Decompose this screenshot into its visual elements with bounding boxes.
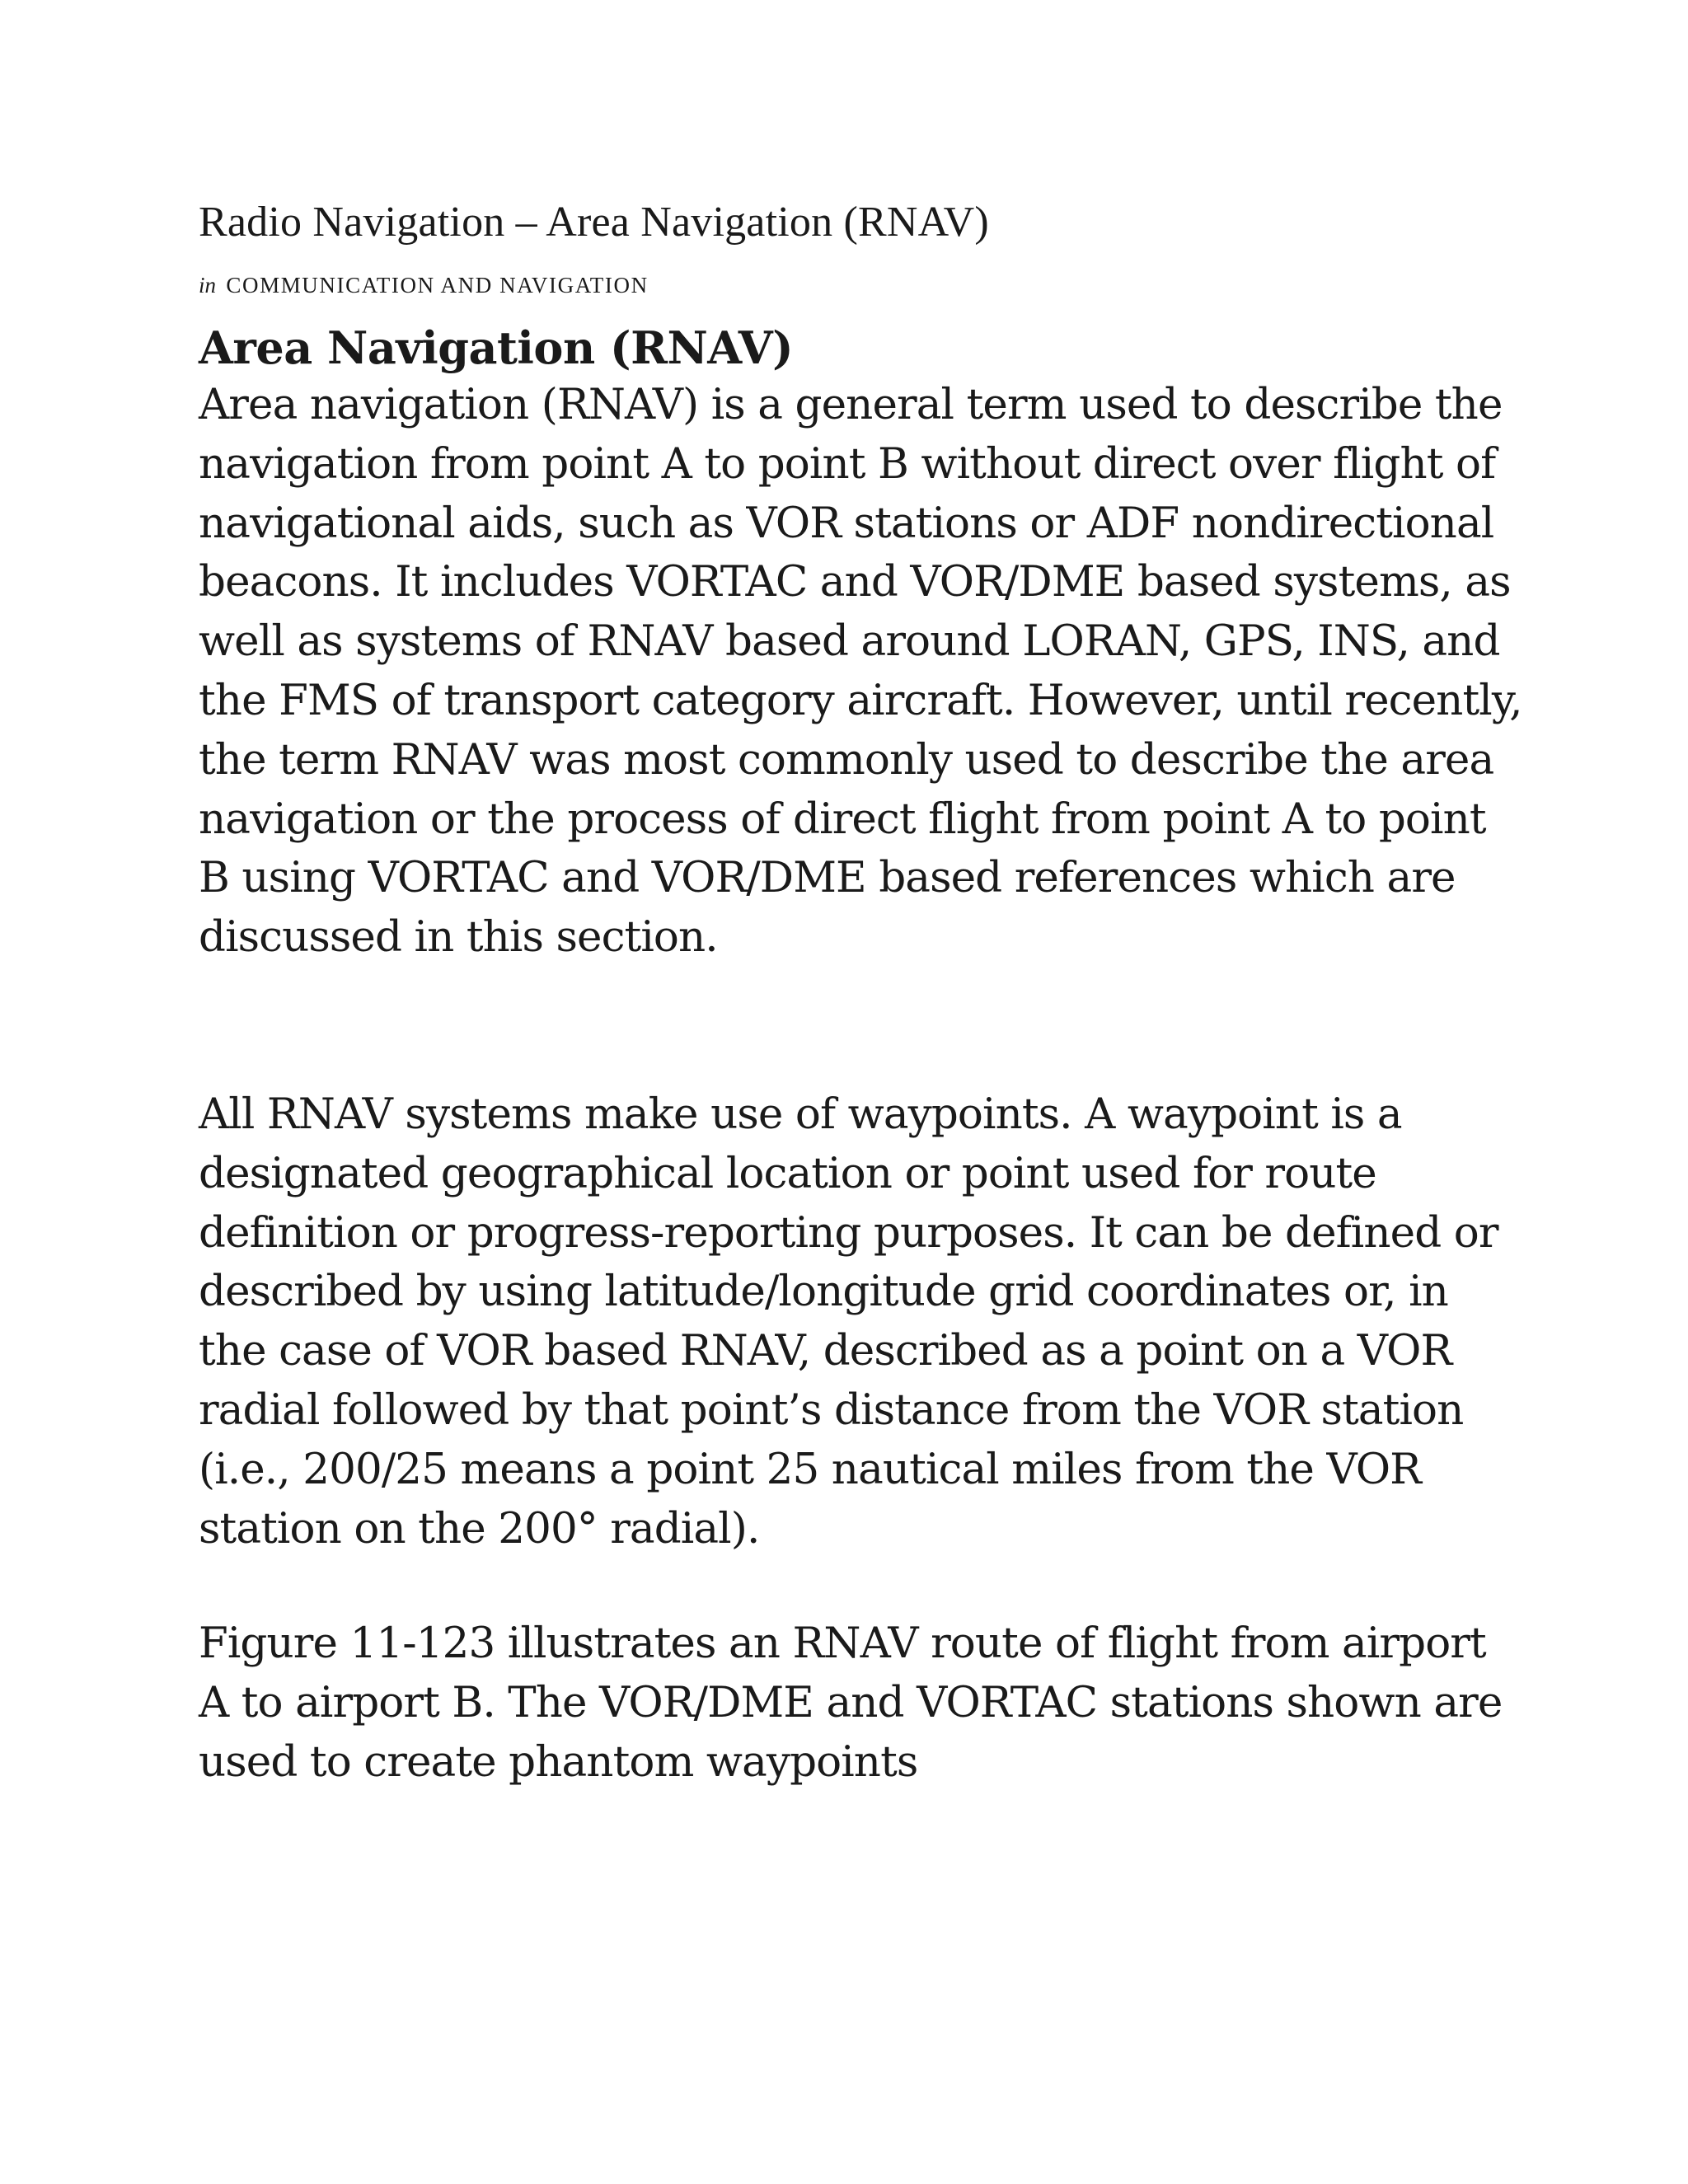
category-label: COMMUNICATION AND NAVIGATION [226,273,649,298]
document-title: Radio Navigation – Area Navigation (RNAV) [199,199,989,246]
paragraph-2: All RNAV systems make use of waypoints. A waypoint is a designated geographical location or point used for route definition or progress-reporting purposes. It can be defined or described by using latitude/longitude grid coordinates or, in the case of VOR based RNAV, described as a point on a VOR radial followed by that point’s distance from the VOR station (i.e., 200/25 means a point 25 nautical miles from the VOR station on the 200° radial). [199,1089,1498,1554]
document-page [199,196,1526,1793]
category-prefix: in [199,273,217,298]
section-heading: Area Navigation (RNAV) [199,321,794,374]
paragraph-3: Figure 11-123 illustrates an RNAV route of flight from airport A to airport B. The VOR/DME and VORTAC stations shown are used to create phantom waypoints [199,1619,1503,1787]
category-line [199,272,1526,298]
paragraph-1: Area navigation (RNAV) is a general term used to describe the navigation from point A to point B without direct over flight of navigational aids, such as VOR stations or ADF nondirectional beacons. It includes VORTAC and VOR/DME based systems, as well as systems of RNAV based around LORAN, GPS, INS, and the FMS of transport category aircraft. However, until recently, the term RNAV was most commonly used to describe the area navigation or the process of direct flight from point A to point B using VORTAC and VOR/DME based references which are discussed in this section. [199,380,1522,963]
